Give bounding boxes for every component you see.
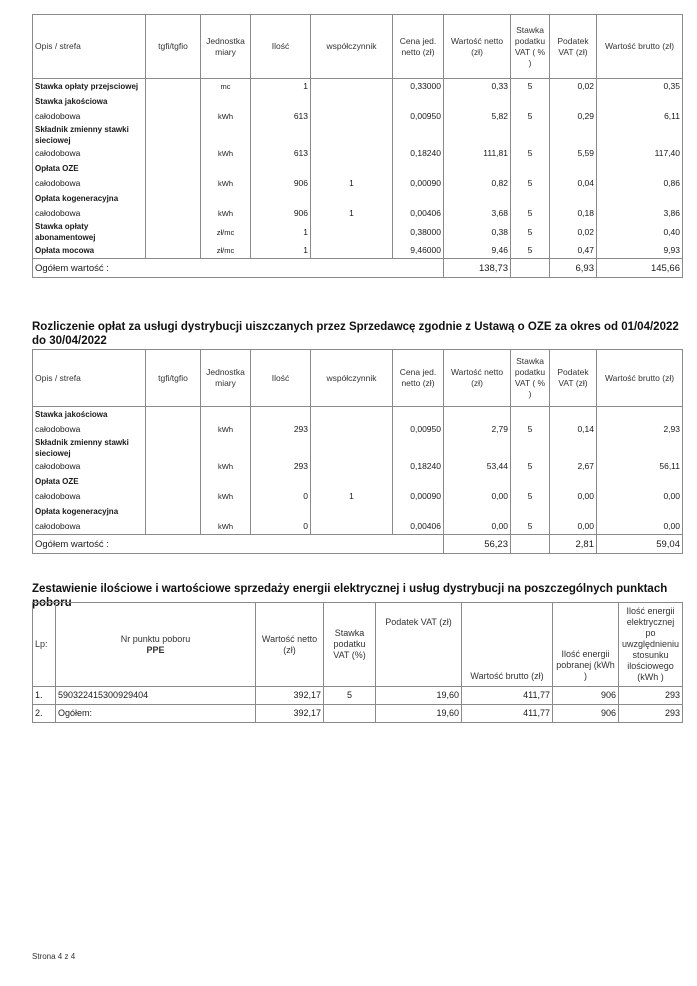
cell-ilosc: 293 <box>251 459 311 474</box>
cell-lp: 1. <box>33 687 56 705</box>
cell-tgfi <box>146 407 201 423</box>
cell-jednostka <box>201 504 251 519</box>
cell-netto <box>444 407 511 423</box>
table-header-row <box>33 15 683 79</box>
cell-stawka <box>511 124 550 146</box>
table-row <box>33 489 683 504</box>
cell-opis: Opłata kogeneracyjna <box>33 191 146 206</box>
cell-jednostka <box>201 124 251 146</box>
cell-tgfi <box>146 79 201 95</box>
cell-ilosc: 0 <box>251 489 311 504</box>
cell-vat <box>550 161 597 176</box>
total-label: Ogółem wartość : <box>33 259 444 278</box>
col-jednostka: Jednostka miary <box>201 350 251 407</box>
cell-cena <box>393 474 444 489</box>
col-wspolczynnik: współczynnik <box>311 350 393 407</box>
cell-vat: 0,29 <box>550 109 597 124</box>
col-stawka: Stawka podatku VAT ( % ) <box>511 350 550 407</box>
cell-jednostka: kWh <box>201 206 251 221</box>
table-row <box>33 191 683 206</box>
cell-stawka <box>511 504 550 519</box>
cell-opis: Składnik zmienny stawki sieciowej <box>33 124 146 146</box>
oze-table-body <box>33 407 683 535</box>
table-row <box>33 687 683 705</box>
cell-stawka: 5 <box>511 221 550 243</box>
cell-stawka <box>511 161 550 176</box>
cell-stawka: 5 <box>511 109 550 124</box>
cell-opis: Opłata mocowa <box>33 243 146 259</box>
cell-jednostka <box>201 161 251 176</box>
cell-cena <box>393 437 444 459</box>
cell-opis: całodobowa <box>33 422 146 437</box>
table-row <box>33 422 683 437</box>
cell-tgfi <box>146 459 201 474</box>
cell-ilosc <box>251 504 311 519</box>
cell-brutto: 117,40 <box>597 146 683 161</box>
cell-wsp <box>311 459 393 474</box>
cell-brutto: 0,00 <box>597 489 683 504</box>
cell-brutto: 2,93 <box>597 422 683 437</box>
table-header-row <box>33 350 683 407</box>
cell-opis: całodobowa <box>33 459 146 474</box>
cell-tgfi <box>146 519 201 535</box>
cell-ilosc: 906 <box>251 206 311 221</box>
cell-vat: 0,02 <box>550 79 597 95</box>
cell-ilosc <box>251 407 311 423</box>
col-tgfi: tgfi/tgfio <box>146 350 201 407</box>
cell-ilosc: 906 <box>553 687 619 705</box>
cell-cena: 0,38000 <box>393 221 444 243</box>
cell-wsp <box>311 124 393 146</box>
cell-ilosc: 613 <box>251 109 311 124</box>
cell-vat: 19,60 <box>376 705 462 723</box>
cell-opis: całodobowa <box>33 206 146 221</box>
cell-cena: 0,33000 <box>393 79 444 95</box>
cell-vat: 0,00 <box>550 489 597 504</box>
cell-ilosc <box>251 437 311 459</box>
cell-ilosc <box>251 474 311 489</box>
table-row <box>33 437 683 459</box>
cell-wsp: 1 <box>311 489 393 504</box>
cell-stawka: 5 <box>511 422 550 437</box>
cell-stawka: 5 <box>511 519 550 535</box>
cell-netto: 0,00 <box>444 519 511 535</box>
table-row <box>33 519 683 535</box>
col-brutto: Wartość brutto (zł) <box>462 603 553 687</box>
table-row <box>33 221 683 243</box>
cell-nr: Ogółem: <box>56 705 256 723</box>
cell-vat <box>550 124 597 146</box>
cell-cena <box>393 124 444 146</box>
cell-cena: 0,00090 <box>393 176 444 191</box>
cell-vat <box>550 407 597 423</box>
cell-ilosc <box>251 124 311 146</box>
cell-wsp <box>311 243 393 259</box>
table-header-row <box>33 603 683 687</box>
cell-tgfi <box>146 221 201 243</box>
table-row <box>33 504 683 519</box>
cell-wsp: 1 <box>311 206 393 221</box>
summary-section-title: Zestawienie ilościowe i wartościowe sprzedaży energii elektrycznej i usług dystrybucji na poszczególnych punktach poboru <box>32 583 668 609</box>
cell-jednostka: kWh <box>201 422 251 437</box>
cell-vat: 5,59 <box>550 146 597 161</box>
cell-opis: całodobowa <box>33 489 146 504</box>
cell-stawka: 5 <box>511 489 550 504</box>
col-vat: Podatek VAT (zł) <box>376 603 462 687</box>
col-nr-punktu <box>56 603 256 687</box>
cell-opis: Opłata OZE <box>33 474 146 489</box>
cell-vat: 0,47 <box>550 243 597 259</box>
total-netto: 138,73 <box>444 259 511 278</box>
table-row <box>33 705 683 723</box>
cell-brutto: 411,77 <box>462 687 553 705</box>
cell-jednostka: kWh <box>201 146 251 161</box>
col-lp: Lp: <box>33 603 56 687</box>
cell-cena <box>393 161 444 176</box>
cell-brutto <box>597 504 683 519</box>
col-stawka: Stawka podatku VAT (%) <box>324 603 376 687</box>
cell-stawka <box>511 407 550 423</box>
cell-cena: 0,00406 <box>393 206 444 221</box>
cell-ilosc: 293 <box>251 422 311 437</box>
cell-wsp <box>311 109 393 124</box>
cell-vat: 19,60 <box>376 687 462 705</box>
cell-vat: 0,04 <box>550 176 597 191</box>
cell-jednostka <box>201 191 251 206</box>
total-brutto: 145,66 <box>597 259 683 278</box>
cell-stawka: 5 <box>511 146 550 161</box>
cell-opis: całodobowa <box>33 176 146 191</box>
col-podatek: Podatek VAT (zł) <box>550 15 597 79</box>
cell-stawka <box>324 705 376 723</box>
cell-stawka <box>511 474 550 489</box>
col-wspolczynnik: współczynnik <box>311 15 393 79</box>
cell-jednostka: kWh <box>201 519 251 535</box>
cell-wsp <box>311 191 393 206</box>
col-ilosc: Ilość <box>251 15 311 79</box>
cell-opis: Składnik zmienny stawki sieciowej <box>33 437 146 459</box>
col-opis: Opis / strefa <box>33 350 146 407</box>
cell-netto: 53,44 <box>444 459 511 474</box>
cell-stawka: 5 <box>511 243 550 259</box>
cell-cena: 0,00090 <box>393 489 444 504</box>
table-row <box>33 94 683 109</box>
cell-wsp <box>311 161 393 176</box>
cell-jednostka <box>201 437 251 459</box>
cell-nr: 590322415300929404 <box>56 687 256 705</box>
cell-opis: całodobowa <box>33 519 146 535</box>
cell-brutto: 0,00 <box>597 519 683 535</box>
cell-stawka: 5 <box>511 459 550 474</box>
cell-stawka <box>511 191 550 206</box>
cell-tgfi <box>146 489 201 504</box>
table-row <box>33 161 683 176</box>
cell-tgfi <box>146 124 201 146</box>
cell-tgfi <box>146 94 201 109</box>
cell-jednostka: kWh <box>201 459 251 474</box>
cell-tgfi <box>146 243 201 259</box>
col-tgfi: tgfi/tgfio <box>146 15 201 79</box>
cell-ilosc: 1 <box>251 221 311 243</box>
cell-lp: 2. <box>33 705 56 723</box>
cell-netto <box>444 161 511 176</box>
cell-stawka: 5 <box>511 176 550 191</box>
cell-cena: 0,18240 <box>393 146 444 161</box>
cell-netto: 9,46 <box>444 243 511 259</box>
col-ilosc-ozn: Ilość energii elektrycznej po uwzględnieniu stosunku ilościowego (kWh ) <box>619 603 683 687</box>
cell-brutto <box>597 407 683 423</box>
oze-section-title: Rozliczenie opłat za usługi dystrybucji uiszczanych przez Sprzedawcę zgodnie z Ustawą o OZE za okres od 01/04/2022 do 30/04/2022 <box>32 321 679 347</box>
cell-wsp <box>311 474 393 489</box>
cell-netto: 0,82 <box>444 176 511 191</box>
col-nr-punktu-label: Nr punktu poboru <box>120 633 191 644</box>
cell-opis: Stawka opłaty przejsciowej <box>33 79 146 95</box>
cell-wsp <box>311 79 393 95</box>
col-jednostka: Jednostka miary <box>201 15 251 79</box>
cell-stawka: 5 <box>324 687 376 705</box>
cell-jednostka: kWh <box>201 176 251 191</box>
col-podatek: Podatek VAT (zł) <box>550 350 597 407</box>
col-ilosc: Ilość <box>251 350 311 407</box>
cell-ilosc: 906 <box>251 176 311 191</box>
table-row <box>33 407 683 423</box>
cell-cena <box>393 191 444 206</box>
cell-netto: 0,38 <box>444 221 511 243</box>
cell-brutto <box>597 124 683 146</box>
cell-vat: 0,02 <box>550 221 597 243</box>
cell-cena <box>393 407 444 423</box>
cell-ilosc <box>251 161 311 176</box>
cell-cena: 0,00950 <box>393 109 444 124</box>
cell-ilosc <box>251 191 311 206</box>
cell-brutto: 9,93 <box>597 243 683 259</box>
table-row <box>33 206 683 221</box>
table-row <box>33 109 683 124</box>
cell-jednostka: mc <box>201 79 251 95</box>
cell-tgfi <box>146 474 201 489</box>
col-wartosc-brutto: Wartość brutto (zł) <box>597 350 683 407</box>
cell-brutto: 56,11 <box>597 459 683 474</box>
charges-table-body <box>33 79 683 259</box>
cell-tgfi <box>146 504 201 519</box>
cell-brutto <box>597 191 683 206</box>
cell-brutto: 0,40 <box>597 221 683 243</box>
cell-vat <box>550 191 597 206</box>
cell-brutto: 411,77 <box>462 705 553 723</box>
cell-jednostka <box>201 94 251 109</box>
cell-tgfi <box>146 109 201 124</box>
cell-wsp <box>311 504 393 519</box>
cell-cena: 0,00406 <box>393 519 444 535</box>
cell-wsp <box>311 407 393 423</box>
charges-table <box>32 14 683 278</box>
cell-stawka <box>511 94 550 109</box>
table-row <box>33 146 683 161</box>
cell-vat <box>550 504 597 519</box>
cell-brutto <box>597 474 683 489</box>
cell-ilosc: 906 <box>553 705 619 723</box>
total-row <box>33 535 683 554</box>
cell-jednostka: zł/mc <box>201 221 251 243</box>
cell-cena <box>393 504 444 519</box>
cell-netto: 0,00 <box>444 489 511 504</box>
cell-netto <box>444 94 511 109</box>
cell-jednostka <box>201 474 251 489</box>
cell-wsp: 1 <box>311 176 393 191</box>
cell-brutto: 6,11 <box>597 109 683 124</box>
cell-brutto: 3,86 <box>597 206 683 221</box>
table-row <box>33 474 683 489</box>
table-row <box>33 124 683 146</box>
cell-stawka <box>511 437 550 459</box>
cell-wsp <box>311 146 393 161</box>
total-label: Ogółem wartość : <box>33 535 444 554</box>
table-row <box>33 243 683 259</box>
cell-netto: 0,33 <box>444 79 511 95</box>
col-cena: Cena jed. netto (zł) <box>393 15 444 79</box>
cell-opis: całodobowa <box>33 109 146 124</box>
col-cena: Cena jed. netto (zł) <box>393 350 444 407</box>
cell-jednostka: kWh <box>201 109 251 124</box>
cell-jednostka: kWh <box>201 489 251 504</box>
cell-brutto: 0,35 <box>597 79 683 95</box>
col-nr-punktu-sub: PPE <box>146 644 165 655</box>
cell-cena <box>393 94 444 109</box>
cell-wsp <box>311 422 393 437</box>
cell-wsp <box>311 437 393 459</box>
cell-tgfi <box>146 176 201 191</box>
cell-opis: Stawka opłaty abonamentowej <box>33 221 146 243</box>
col-opis: Opis / strefa <box>33 15 146 79</box>
cell-ilosc: 1 <box>251 243 311 259</box>
cell-netto <box>444 124 511 146</box>
cell-opis: Stawka jakościowa <box>33 94 146 109</box>
cell-netto <box>444 437 511 459</box>
cell-vat <box>550 437 597 459</box>
col-wartosc-brutto: Wartość brutto (zł) <box>597 15 683 79</box>
cell-wsp <box>311 94 393 109</box>
cell-tgfi <box>146 161 201 176</box>
cell-brutto <box>597 94 683 109</box>
cell-tgfi <box>146 191 201 206</box>
cell-tgfi <box>146 422 201 437</box>
cell-ilosc: 613 <box>251 146 311 161</box>
total-vat: 2,81 <box>550 535 597 554</box>
cell-netto: 392,17 <box>256 687 324 705</box>
cell-vat: 2,67 <box>550 459 597 474</box>
page-number: Strona 4 z 4 <box>32 952 76 961</box>
cell-tgfi <box>146 437 201 459</box>
cell-jednostka: zł/mc <box>201 243 251 259</box>
cell-cena: 0,18240 <box>393 459 444 474</box>
col-wartosc-netto: Wartość netto (zł) <box>444 350 511 407</box>
cell-opis: Opłata OZE <box>33 161 146 176</box>
col-ilosc: Ilość energii pobranej (kWh ) <box>553 603 619 687</box>
total-netto: 56,23 <box>444 535 511 554</box>
summary-table-body <box>33 687 683 723</box>
cell-brutto: 0,86 <box>597 176 683 191</box>
cell-vat: 0,14 <box>550 422 597 437</box>
cell-vat <box>550 474 597 489</box>
cell-brutto <box>597 161 683 176</box>
summary-table <box>32 602 683 723</box>
cell-ilosc <box>251 94 311 109</box>
cell-tgfi <box>146 206 201 221</box>
cell-netto <box>444 191 511 206</box>
cell-ilosc_ozn: 293 <box>619 705 683 723</box>
cell-vat <box>550 94 597 109</box>
table-row <box>33 176 683 191</box>
cell-opis: Stawka jakościowa <box>33 407 146 423</box>
cell-netto <box>444 474 511 489</box>
cell-stawka: 5 <box>511 206 550 221</box>
col-stawka: Stawka podatku VAT ( % ) <box>511 15 550 79</box>
total-brutto: 59,04 <box>597 535 683 554</box>
cell-opis: całodobowa <box>33 146 146 161</box>
total-row <box>33 259 683 278</box>
cell-vat: 0,18 <box>550 206 597 221</box>
cell-netto: 5,82 <box>444 109 511 124</box>
col-wartosc-netto: Wartość netto (zł) <box>444 15 511 79</box>
cell-netto: 111,81 <box>444 146 511 161</box>
cell-netto: 392,17 <box>256 705 324 723</box>
cell-ilosc: 0 <box>251 519 311 535</box>
total-stawka-empty <box>511 535 550 554</box>
cell-stawka: 5 <box>511 79 550 95</box>
cell-cena: 0,00950 <box>393 422 444 437</box>
cell-ilosc: 1 <box>251 79 311 95</box>
cell-ilosc_ozn: 293 <box>619 687 683 705</box>
table-row <box>33 79 683 95</box>
cell-jednostka <box>201 407 251 423</box>
cell-vat: 0,00 <box>550 519 597 535</box>
cell-opis: Opłata kogeneracyjna <box>33 504 146 519</box>
cell-cena: 9,46000 <box>393 243 444 259</box>
cell-tgfi <box>146 146 201 161</box>
total-vat: 6,93 <box>550 259 597 278</box>
cell-netto <box>444 504 511 519</box>
col-netto: Wartość netto (zł) <box>256 603 324 687</box>
total-stawka-empty <box>511 259 550 278</box>
cell-netto: 3,68 <box>444 206 511 221</box>
cell-wsp <box>311 221 393 243</box>
cell-wsp <box>311 519 393 535</box>
oze-table <box>32 349 683 554</box>
cell-brutto <box>597 437 683 459</box>
cell-netto: 2,79 <box>444 422 511 437</box>
table-row <box>33 459 683 474</box>
